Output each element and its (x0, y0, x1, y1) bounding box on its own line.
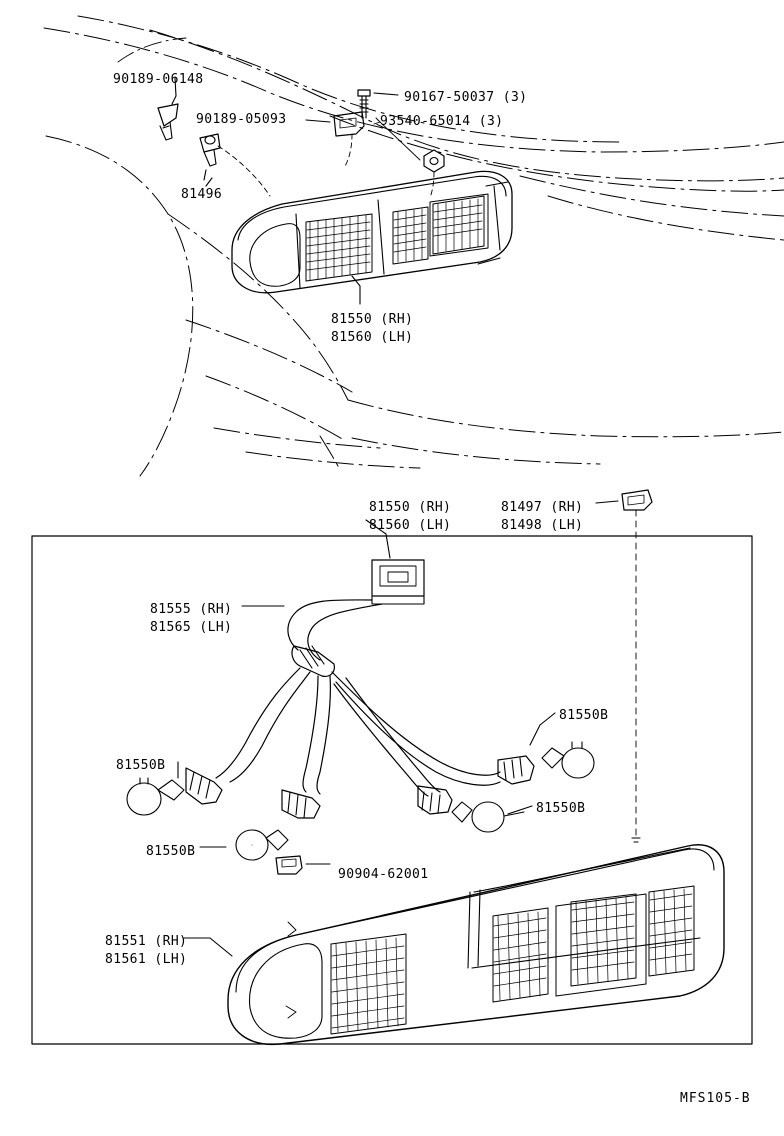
label-90904-62001: 90904-62001 (338, 867, 429, 882)
label-81560-lh-upper: 81560 (LH) (331, 330, 414, 345)
label-90167-50037: 90167-50037 (3) (404, 90, 528, 105)
label-81560-lh-lower: 81560 (LH) (369, 518, 452, 533)
label-81561-lh: 81561 (LH) (105, 952, 188, 967)
label-81550-rh-lower: 81550 (RH) (369, 500, 452, 515)
label-90189-06148: 90189-06148 (113, 72, 204, 87)
label-81551-rh: 81551 (RH) (105, 934, 188, 949)
label-81496: 81496 (181, 187, 223, 202)
label-81498-lh: 81498 (LH) (501, 518, 584, 533)
label-81550b-mid-right: 81550B (536, 801, 586, 816)
diagram-code: MFS105-B (680, 1091, 751, 1106)
label-81565-lh: 81565 (LH) (150, 620, 233, 635)
label-81497-rh: 81497 (RH) (501, 500, 584, 515)
label-93540-65014: 93540-65014 (3) (380, 114, 504, 129)
label-81550-rh-upper: 81550 (RH) (331, 312, 414, 327)
label-81555-rh: 81555 (RH) (150, 602, 233, 617)
label-81550b-lower-left: 81550B (146, 844, 196, 859)
label-81550b-right: 81550B (559, 708, 609, 723)
label-81550b-left: 81550B (116, 758, 166, 773)
label-90189-05093: 90189-05093 (196, 112, 287, 127)
